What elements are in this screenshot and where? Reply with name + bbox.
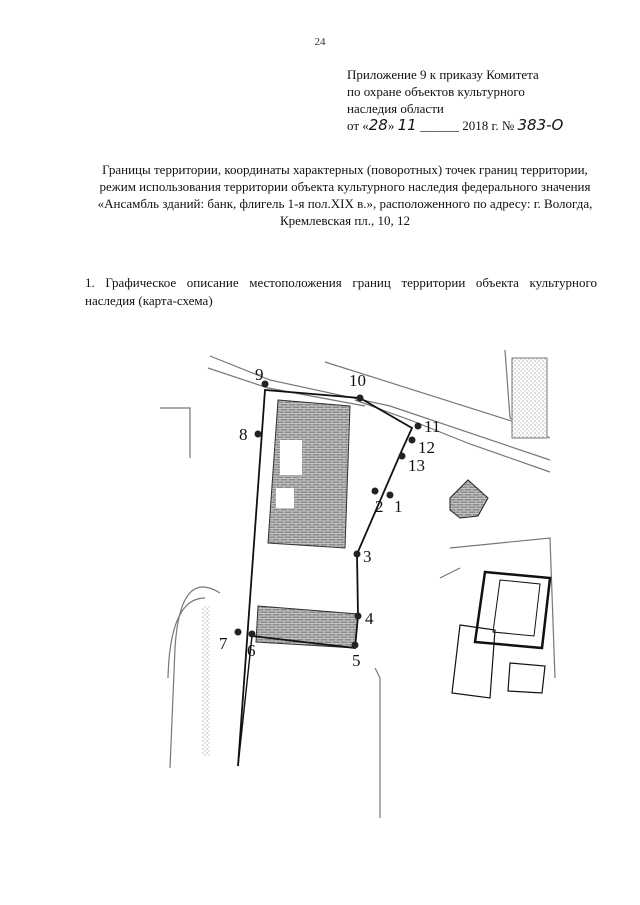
- point-label-10: 10: [349, 371, 366, 390]
- point-label-12: 12: [418, 438, 435, 457]
- map-point-2: [372, 488, 379, 495]
- map-point-8: [255, 431, 262, 438]
- map-point-5: [352, 642, 359, 649]
- neighbour-buildings: [450, 480, 550, 698]
- map-point-10: [357, 395, 364, 402]
- date-day: 28: [368, 116, 388, 134]
- point-label-8: 8: [239, 425, 248, 444]
- point-label-7: 7: [219, 634, 228, 653]
- point-label-13: 13: [408, 456, 425, 475]
- order-number: 383-О: [517, 116, 564, 134]
- map-point-3: [354, 551, 361, 558]
- map-point-6: [249, 631, 256, 638]
- date-mid: »: [387, 118, 395, 133]
- map-point-12: [409, 437, 416, 444]
- page-number: 24: [314, 36, 326, 48]
- map-point-4: [355, 613, 362, 620]
- date-year: 2018 г. №: [462, 118, 515, 133]
- textured-block-left: [202, 606, 210, 756]
- point-label-2: 2: [375, 497, 384, 516]
- map-point-7: [235, 629, 242, 636]
- heritage-buildings: [256, 400, 358, 648]
- appendix-line-3: наследия области: [347, 101, 444, 116]
- point-label-1: 1: [394, 497, 403, 516]
- point-label-9: 9: [255, 365, 264, 384]
- appendix-line-1: Приложение 9 к приказу Комитета: [347, 67, 539, 82]
- appendix-date-line: [347, 117, 627, 134]
- point-label-6: 6: [247, 641, 256, 660]
- point-label-5: 5: [352, 651, 361, 670]
- map-point-13: [399, 453, 406, 460]
- textured-block-right: [512, 358, 547, 438]
- date-prefix: от «: [347, 118, 369, 133]
- document-heading: Границы территории, координаты характерных (поворотных) точек границ территории, режим использования территории объекта культурного наследия федерального значения «Ансамбль зданий: банк, флигель 1-я пол.XIX в.», расположенного по адресу: г. Вологда, Кремлевская пл., 10, 12: [97, 162, 593, 228]
- date-blank: ______: [419, 118, 459, 133]
- section-1-title: 1. Графическое описание местоположения границ территории объекта культурного наследия (карта-схема): [85, 275, 597, 308]
- point-label-11: 11: [424, 417, 441, 436]
- site-map: [150, 348, 620, 858]
- map-point-11: [415, 423, 422, 430]
- map-point-1: [387, 492, 394, 499]
- point-label-3: 3: [363, 547, 372, 566]
- appendix-line-2: по охране объектов культурного: [347, 84, 525, 99]
- date-month: 11: [397, 116, 417, 134]
- point-label-4: 4: [365, 609, 374, 628]
- appendix-block: [347, 66, 627, 134]
